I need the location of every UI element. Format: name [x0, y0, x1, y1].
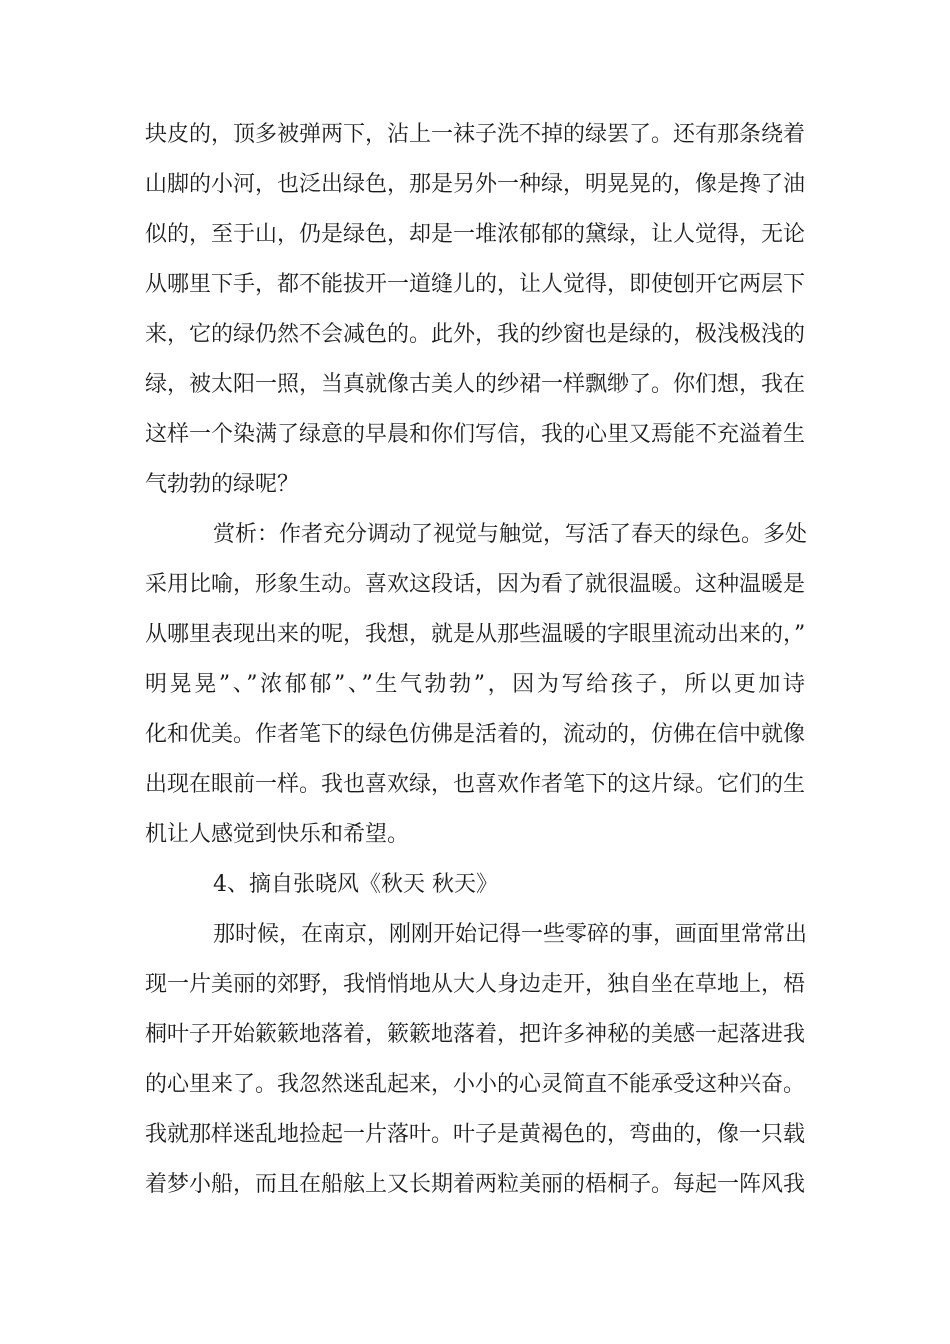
paragraph-line: 我就那样迷乱地捡起一片落叶。叶子是黄褐色的，弯曲的，像一只载	[145, 1122, 806, 1147]
paragraph-line: 桐叶子开始簌簌地落着，簌簌地落着，把许多神秘的美感一起落进我	[145, 1022, 806, 1047]
paragraph-line: 的心里来了。我忽然迷乱起来，小小的心灵简直不能承受这种兴奋。	[145, 1072, 806, 1097]
appreciation-line: 赏析：作者充分调动了视觉与触觉，写活了春天的绿色。多处	[213, 522, 808, 547]
appreciation-line: 明晃晃”、”浓郁郁”、”生气勃勃”，因为写给孩子，所以更加诗	[145, 672, 805, 697]
paragraph-line: 着梦小船，而且在船舷上又长期着两粒美丽的梧桐子。每起一阵风我	[145, 1172, 806, 1197]
paragraph-line: 这样一个染满了绿意的早晨和你们写信，我的心里又焉能不充溢着生	[145, 422, 806, 447]
appreciation-line: 采用比喻，形象生动。喜欢这段话，因为看了就很温暖。这种温暖是	[145, 572, 806, 597]
paragraph-line: 绿，被太阳一照，当真就像古美人的纱裙一样飘缈了。你们想，我在	[145, 372, 806, 397]
appreciation-line: 从哪里表现出来的呢，我想，就是从那些温暖的字眼里流动出来的，”	[145, 622, 806, 647]
section-heading: 4、摘自张晓风《秋天 秋天》	[213, 872, 498, 897]
paragraph-line: 那时候，在南京，刚刚开始记得一些零碎的事，画面里常常出	[213, 922, 808, 947]
paragraph-line: 来，它的绿仍然不会减色的。此外，我的纱窗也是绿的，极浅极浅的	[145, 322, 806, 347]
appreciation-line: 机让人感觉到快乐和希望。	[145, 822, 410, 847]
paragraph-line: 似的，至于山，仍是绿色，却是一堆浓郁郁的黛绿，让人觉得，无论	[145, 222, 806, 247]
paragraph-line: 山脚的小河，也泛出绿色，那是另外一种绿，明晃晃的，像是搀了油	[145, 172, 806, 197]
paragraph-line: 气勃勃的绿呢？	[145, 472, 300, 497]
paragraph-line: 从哪里下手，都不能拔开一道缝儿的，让人觉得，即使刨开它两层下	[145, 272, 806, 297]
paragraph-line: 现一片美丽的郊野，我悄悄地从大人身边走开，独自坐在草地上，梧	[145, 972, 806, 997]
appreciation-line: 出现在眼前一样。我也喜欢绿，也喜欢作者笔下的这片绿。它们的生	[145, 772, 806, 797]
appreciation-line: 化和优美。作者笔下的绿色仿佛是活着的，流动的，仿佛在信中就像	[145, 722, 806, 747]
paragraph-line: 块皮的，顶多被弹两下，沾上一袜子洗不掉的绿罢了。还有那条绕着	[145, 122, 806, 147]
